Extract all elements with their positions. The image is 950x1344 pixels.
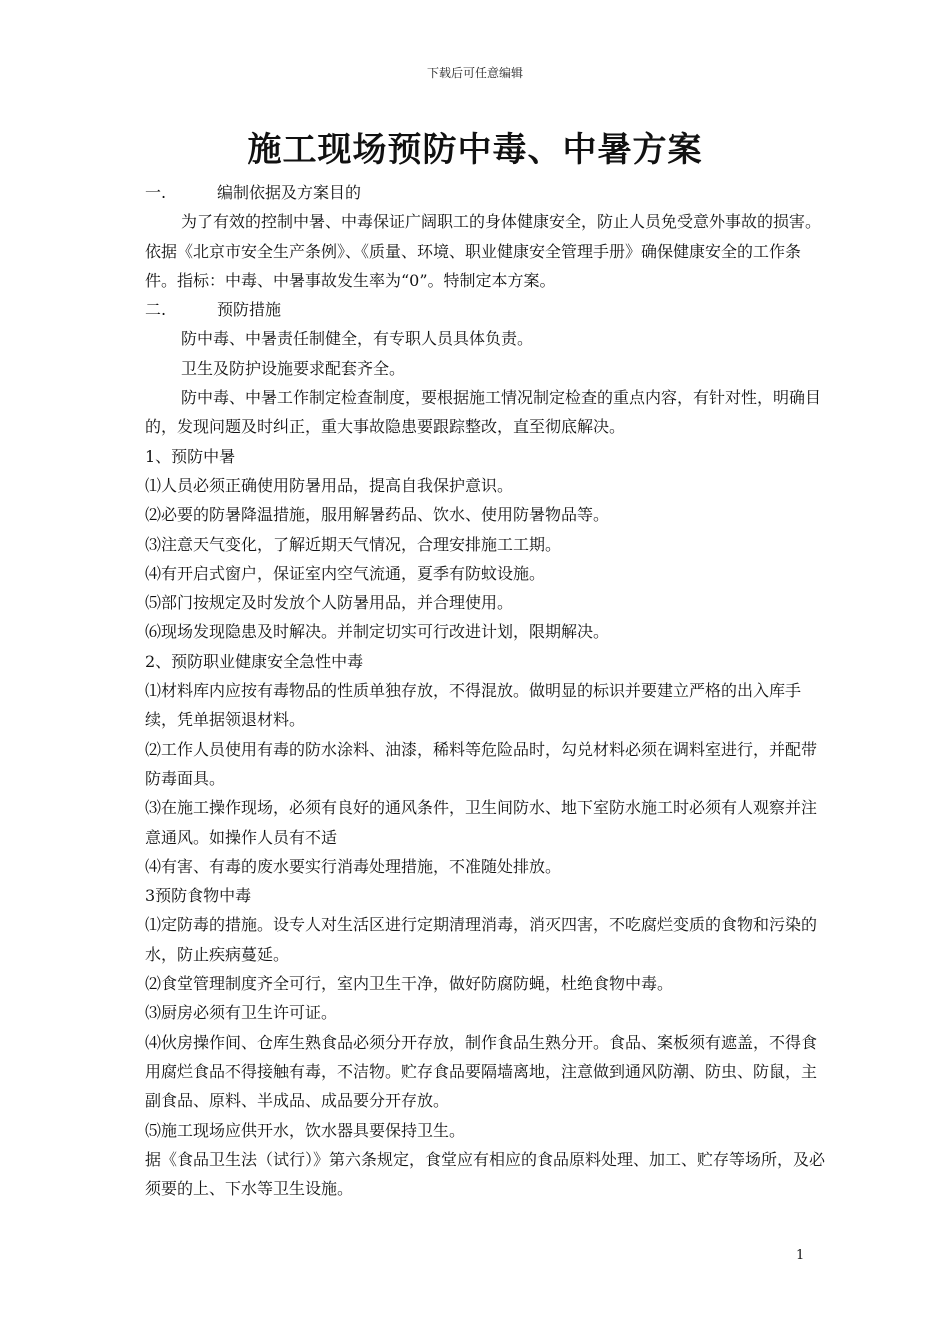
list-item: ⑴材料库内应按有毒物品的性质单独存放，不得混放。做明显的标识并要建立严格的出入库手续，凭单据领退材料。	[145, 681, 802, 730]
section-heading	[145, 295, 825, 324]
section-title: 编制依据及方案目的	[217, 183, 362, 202]
list-item: ⑶厨房必须有卫生许可证。	[145, 1003, 338, 1023]
list-item: ⑷有害、有毒的废水要实行消毒处理措施，不准随处排放。	[145, 856, 562, 876]
list-item: ⑵必要的防暑降温措施，服用解暑药品、饮水、使用防暑物品等。	[145, 505, 610, 525]
list-item: ⑷伙房操作间、仓库生熟食品必须分开存放，制作食品生熟分开。食品、案板须有遮盖，不得食用腐烂食品不得接触有毒，不洁物。贮存食品要隔墙离地，注意做到通风防潮、防虫、防鼠，主副食品、原料、半成品、成品要分开存放。	[145, 1032, 818, 1111]
page-number: 1	[796, 1248, 805, 1263]
subsection-heading: 1、预防中暑	[145, 446, 236, 466]
list-item: ⑷有开启式窗户，保证室内空气流通，夏季有防蚊设施。	[145, 563, 546, 583]
list-item: ⑸施工现场应供开水，饮水器具要保持卫生。	[145, 1120, 466, 1140]
list-item: ⑹现场发现隐患及时解决。并制定切实可行改进计划，限期解决。	[145, 622, 610, 642]
paragraph: 为了有效的控制中暑、中毒保证广阔职工的身体健康安全，防止人员免受意外事故的损害。依据《北京市安全生产条例》、《质量、环境、职业健康安全管理手册》确保健康安全的工作条件。指标：中毒、中暑事故发生率为“0”。特制定本方案。	[145, 212, 822, 290]
list-item: ⑶在施工操作现场，必须有良好的通风条件，卫生间防水、地下室防水施工时必须有人观察并注意通风。如操作人员有不适	[145, 798, 818, 847]
list-item: ⑸部门按规定及时发放个人防暑用品，并合理使用。	[145, 593, 514, 613]
page-header: 下载后可任意编辑	[426, 66, 523, 80]
subsection-heading: 2、预防职业健康安全急性中毒	[145, 651, 364, 671]
list-item: ⑶注意天气变化，了解近期天气情况，合理安排施工工期。	[145, 534, 562, 554]
document-title: 施工现场预防中毒、中暑方案	[247, 130, 703, 170]
list-item: ⑵工作人员使用有毒的防水涂料、油漆，稀料等危险品时，勾兑材料必须在调料室进行，并配带防毒面具。	[145, 739, 818, 788]
section-title: 预防措施	[217, 300, 282, 320]
section-heading	[145, 178, 825, 207]
paragraph: 据《食品卫生法（试行）》第六条规定，食堂应有相应的食品原料处理、加工、贮存等场所，及必须要的上、下水等卫生设施。	[145, 1149, 826, 1199]
paragraph: 防中毒、中暑工作制定检查制度，要根据施工情况制定检查的重点内容，有针对性，明确目的，发现问题及时纠正，重大事故隐患要跟踪整改，直至彻底解决。	[145, 388, 822, 437]
list-item: ⑵食堂管理制度齐全可行，室内卫生干净，做好防腐防蝇，杜绝食物中毒。	[145, 974, 674, 994]
paragraph: 防中毒、中暑责任制健全，有专职人员具体负责。	[181, 329, 534, 349]
section-number: 二.	[145, 300, 167, 320]
paragraph: 卫生及防护设施要求配套齐全。	[181, 358, 406, 378]
list-item: ⑴人员必须正确使用防暑用品，提高自我保护意识。	[145, 475, 514, 495]
section-number: 一.	[145, 183, 167, 202]
document-body	[145, 178, 825, 1203]
list-item: ⑴定防毒的措施。设专人对生活区进行定期清理消毒，消灭四害，不吃腐烂变质的食物和污染的水，防止疾病蔓延。	[145, 915, 818, 964]
subsection-heading: 3预防食物中毒	[145, 886, 252, 906]
